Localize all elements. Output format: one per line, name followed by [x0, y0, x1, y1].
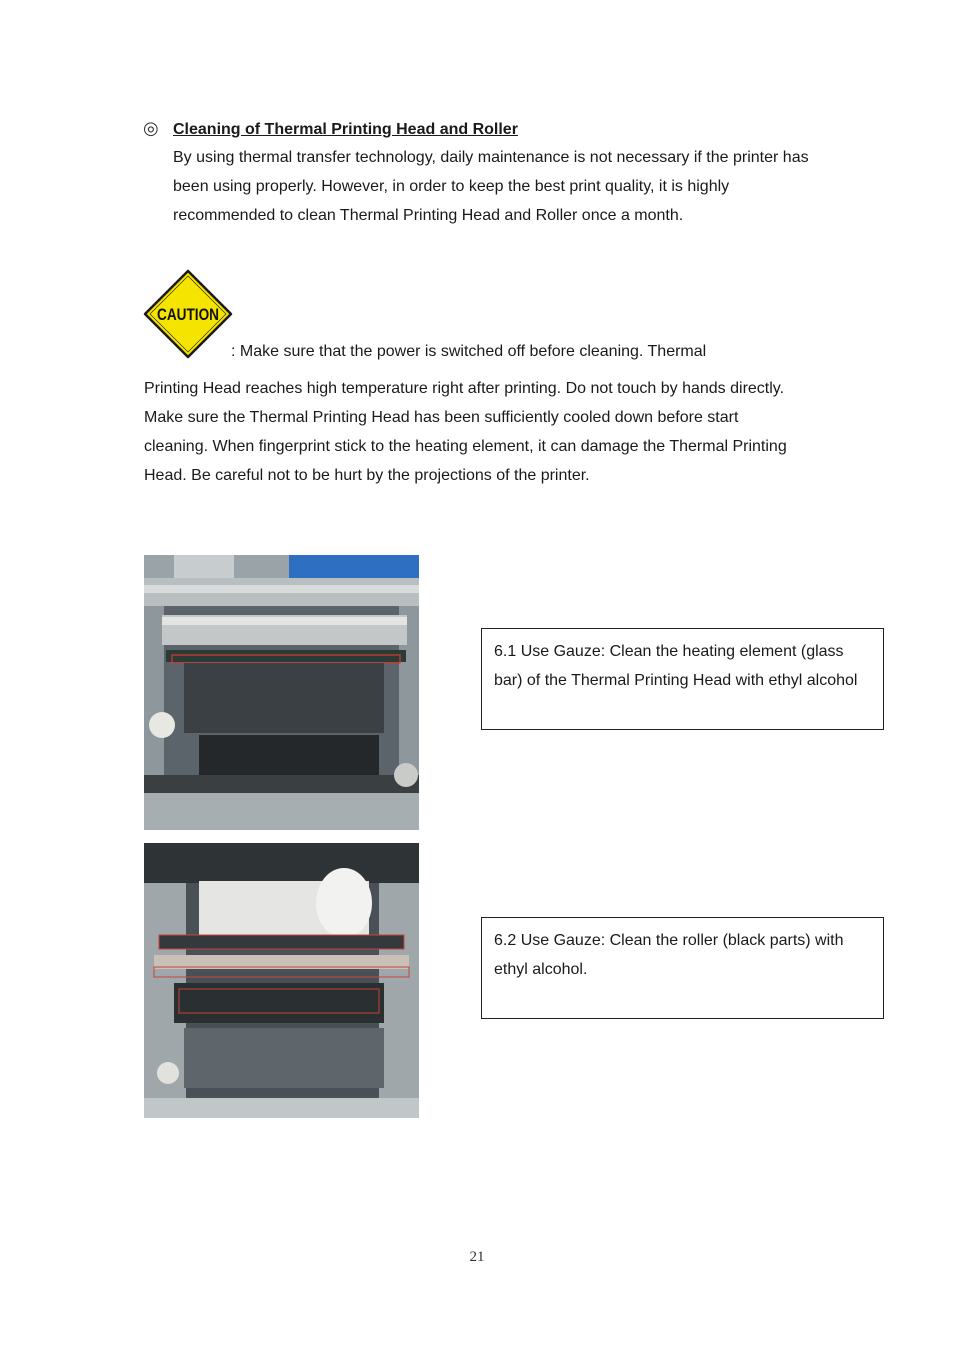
caution-sign-icon — [143, 269, 233, 359]
section-heading: Cleaning of Thermal Printing Head and Roller — [173, 121, 518, 138]
intro-paragraph: By using thermal transfer technology, daily maintenance is not necessary if the printer has been using properly. However, in order to keep the best print quality, it is highly recommended to clean Thermal Printing Head and Roller once a month. — [173, 149, 809, 224]
roller-photo — [144, 843, 419, 1118]
section-bullet: ◎ — [143, 118, 159, 139]
caution-body: Printing Head reaches high temperature right after printing. Do not touch by hands directly. Make sure the Thermal Printing Head has been sufficiently cooled down before start cleaning. When fingerprint stick to the heating element, it can damage the Thermal Printing Head. Be careful not to be hurt by the projections of the printer. — [144, 380, 787, 484]
page-number: 21 — [469, 1249, 485, 1265]
step-6-2-text: 6.2 Use Gauze: Clean the roller (black parts) with ethyl alcohol. — [494, 932, 844, 978]
step-6-1-text: 6.1 Use Gauze: Clean the heating element (glass bar) of the Thermal Printing Head with ethyl alcohol — [494, 643, 858, 689]
step-6-2-box — [481, 917, 884, 1019]
caution-first-line: : Make sure that the power is switched off before cleaning. Thermal — [231, 343, 707, 360]
step-6-1-box — [481, 628, 884, 730]
svg-text:CAUTION: CAUTION — [157, 305, 219, 324]
print-head-photo — [144, 555, 419, 830]
